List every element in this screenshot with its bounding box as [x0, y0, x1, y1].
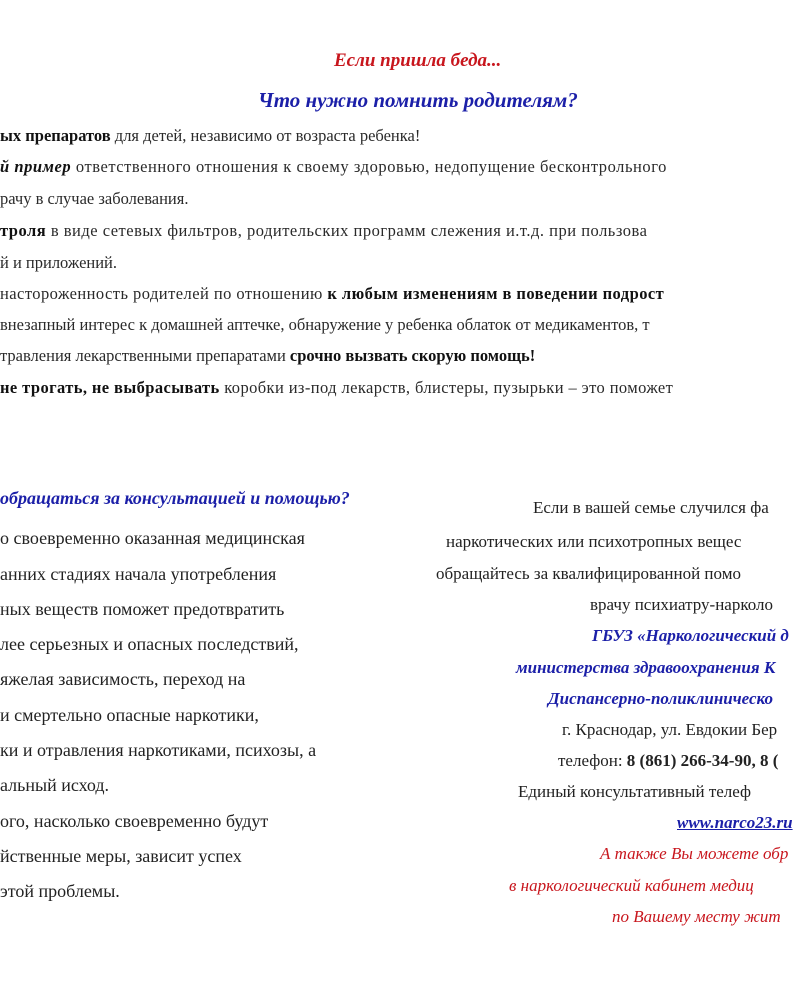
- paragraph-4-line-3-text: травления лекарственными препаратами: [0, 346, 290, 365]
- paragraph-1: [0, 126, 420, 146]
- left-line-3: ных веществ поможет предотвратить: [0, 599, 285, 619]
- org-name-line-2: министерства здравоохранения К: [516, 658, 776, 677]
- paragraph-3: [0, 221, 647, 241]
- paragraph-4-line-2: внезапный интерес к домашней аптечке, обнаружение у ребенка облаток от медикаментов, т: [0, 315, 650, 334]
- left-line-4: лее серьезных и опасных последствий,: [0, 634, 299, 654]
- paragraph-3-line-2: й и приложений.: [0, 253, 118, 272]
- paragraph-2-bold: й пример: [0, 157, 72, 176]
- paragraph-4-line-3: [0, 346, 535, 366]
- left-column-heading: обращаться за консультацией и помощью?: [0, 488, 350, 508]
- paragraph-1-bold: ых препаратов: [0, 126, 111, 145]
- website-link[interactable]: www.narco23.ru: [677, 813, 793, 832]
- right-line-1: Если в вашей семье случился фа: [533, 498, 769, 517]
- left-line-8: альный исход.: [0, 775, 110, 795]
- page-title: Если пришла беда...: [334, 50, 502, 71]
- paragraph-4-bold: к любым изменениям в поведении подрост: [327, 284, 665, 303]
- phone-value: 8 (861) 266-34-90, 8 (: [626, 751, 779, 770]
- left-line-10: йственные меры, зависит успех: [0, 846, 242, 866]
- org-name-line-1: ГБУЗ «Наркологический д: [592, 626, 789, 645]
- paragraph-2-line-2: рачу в случае заболевания.: [0, 189, 189, 208]
- right-line-2: наркотических или психотропных вещес: [446, 532, 742, 551]
- left-line-6: и смертельно опасные наркотики,: [0, 705, 259, 725]
- paragraph-4: [0, 284, 664, 304]
- paragraph-5-bold: не трогать, не выбрасывать: [0, 378, 220, 397]
- phone-line: [558, 751, 778, 771]
- right-line-4: врачу психиатру-нарколо: [590, 595, 774, 614]
- paragraph-5-text: коробки из-под лекарств, блистеры, пузырьки – это поможет: [219, 378, 674, 397]
- left-line-11: этой проблемы.: [0, 881, 120, 901]
- red-line-1: А также Вы можете обр: [600, 844, 789, 863]
- paragraph-2-text: ответственного отношения к своему здоровью, недопущение бесконтрольного: [71, 157, 667, 176]
- phone-label: телефон:: [558, 751, 627, 770]
- left-line-1: о своевременно оказанная медицинская: [0, 528, 305, 548]
- left-line-9: ого, насколько своевременно будут: [0, 811, 269, 831]
- red-line-2: в наркологический кабинет медиц: [509, 876, 754, 895]
- paragraph-4-line-3-bold: срочно вызвать скорую помощь!: [289, 346, 536, 365]
- left-line-2: анних стадиях начала употребления: [0, 564, 277, 584]
- org-name-line-3: Диспансерно-поликлиническо: [548, 689, 773, 708]
- address: г. Краснодар, ул. Евдокии Бер: [562, 720, 778, 739]
- paragraph-5: [0, 378, 673, 398]
- left-line-5: яжелая зависимость, переход на: [0, 669, 246, 689]
- paragraph-3-bold: троля: [0, 221, 47, 240]
- paragraph-3-text: в виде сетевых фильтров, родительских программ слежения и.т.д. при пользова: [46, 221, 648, 240]
- page-subtitle: Что нужно помнить родителям?: [258, 88, 578, 112]
- left-line-7: ки и отравления наркотиками, психозы, а: [0, 740, 317, 760]
- right-line-3: обращайтесь за квалифицированной помо: [436, 564, 741, 583]
- paragraph-4-text: настороженность родителей по отношению: [0, 284, 328, 303]
- hotline-line: Единый консультативный телеф: [518, 782, 752, 801]
- red-line-3: по Вашему месту жит: [612, 907, 781, 926]
- paragraph-1-text: для детей, независимо от возраста ребенка!: [110, 126, 421, 145]
- paragraph-2: [0, 157, 667, 177]
